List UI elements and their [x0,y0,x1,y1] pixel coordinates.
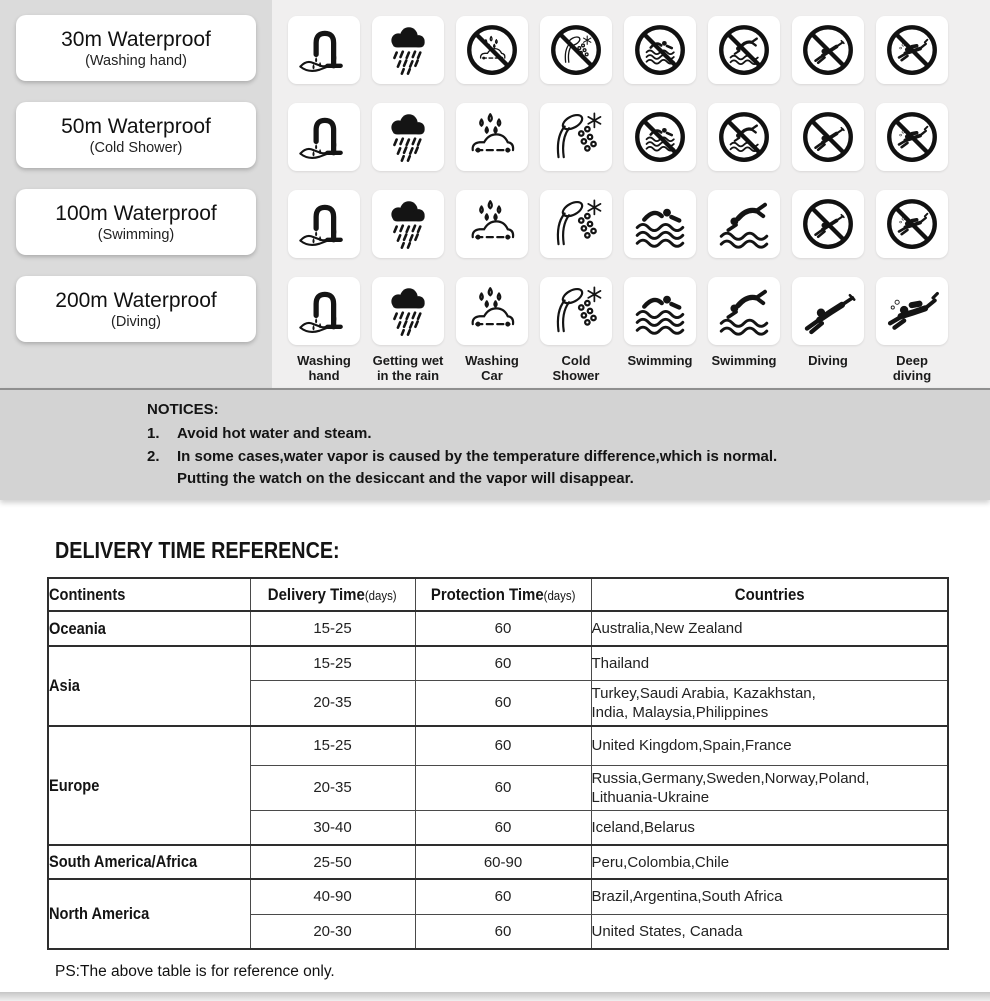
delivery-section [0,500,990,981]
continent-south-america-africa: South America/Africa [48,845,250,879]
level-title: 50m Waterproof [61,114,211,138]
tile-deep-diving-prohibited [876,16,948,84]
no-dive-in-icon [715,109,773,165]
notice-item-2 [147,446,970,491]
table-footnote: PS:The above table is for reference only. [55,963,335,980]
delivery-days: 20-30 [250,914,415,949]
no-diving-icon [799,22,857,78]
countries-cell: Turkey,Saudi Arabia, Kazakhstan, India, Malaysia,Philippines [591,680,948,726]
no-swimming-icon [631,109,689,165]
cold-shower-icon [547,196,605,252]
level-title: 30m Waterproof [61,27,211,51]
swimming-icon [631,283,689,339]
activity-label-rain: Getting wet in the rain [372,353,444,384]
notices-section [0,388,990,500]
washing-hand-icon [295,283,353,339]
no-deep-diving-icon [883,196,941,252]
notice-number: 1. [147,425,160,442]
tile-washing-car-allowed [456,190,528,258]
tile-cold-shower-allowed [540,103,612,171]
notice-text-line2: Putting the watch on the desiccant and the vapor will disappear. [177,470,634,487]
tile-swimming-dive-prohibited [708,103,780,171]
level-title: 100m Waterproof [55,201,217,225]
countries-cell: Iceland,Belarus [591,810,948,845]
protection-days: 60 [415,611,591,646]
countries-cell: Thailand [591,646,948,680]
header-protection-time: Protection Time(days) [415,578,591,611]
no-dive-in-icon [715,22,773,78]
tile-washing-hand-allowed [288,190,360,258]
waterproof-section [0,0,990,388]
delivery-heading: DELIVERY TIME REFERENCE: [55,537,340,563]
rain-cloud-icon [379,283,437,339]
tile-swimming-prohibited [624,103,696,171]
no-diving-icon [799,196,857,252]
level-subtitle: (Diving) [111,313,161,330]
notice-item-1 [147,423,970,446]
delivery-days: 15-25 [250,726,415,765]
tile-diving-allowed [792,277,864,345]
delivery-days: 30-40 [250,810,415,845]
activity-label-swimming-dive: Swimming [711,353,777,368]
washing-hand-icon [295,196,353,252]
activity-label-cold-shower: Cold Shower [552,353,600,384]
activity-label-diving: Diving [808,353,848,368]
countries-cell: Russia,Germany,Sweden,Norway,Poland, Lithuania-Ukraine [591,765,948,810]
tile-washing-car-prohibited [456,16,528,84]
protection-days: 60 [415,810,591,845]
rain-cloud-icon [379,109,437,165]
level-subtitle: (Washing hand) [85,52,187,69]
header-countries: Countries [591,578,948,611]
waterproof-level-50m [16,102,256,168]
waterproof-levels-panel [0,0,272,388]
tile-swimming-allowed [624,277,696,345]
activity-label-swimming: Swimming [627,353,693,368]
washing-hand-icon [295,109,353,165]
table-row [48,646,948,680]
tile-washing-hand-allowed [288,16,360,84]
protection-days: 60 [415,914,591,949]
delivery-days: 15-25 [250,611,415,646]
protection-days: 60 [415,765,591,810]
countries-cell: United Kingdom,Spain,France [591,726,948,765]
level-subtitle: (Swimming) [97,226,175,243]
tile-cold-shower-allowed [540,277,612,345]
protection-days: 60 [415,680,591,726]
protection-days: 60 [415,879,591,914]
rain-cloud-icon [379,196,437,252]
cold-shower-icon [547,109,605,165]
notice-text [177,446,777,491]
table-row [48,845,948,879]
washing-car-icon [463,109,521,165]
header-continents: Continents [48,578,250,611]
waterproof-level-100m [16,189,256,255]
notice-text: Avoid hot water and steam. [177,425,372,442]
washing-car-icon [463,283,521,339]
tile-washing-car-allowed [456,103,528,171]
table-row [48,611,948,646]
swimming-icon [631,196,689,252]
tile-washing-hand-allowed [288,277,360,345]
rain-cloud-icon [379,22,437,78]
deep-diving-icon [883,283,941,339]
protection-days: 60 [415,646,591,680]
washing-car-icon [463,196,521,252]
activity-labels [288,353,990,384]
cold-shower-icon [547,283,605,339]
protection-days: 60-90 [415,845,591,879]
tile-swimming-dive-allowed [708,190,780,258]
no-diving-icon [799,109,857,165]
no-shower-icon [547,22,605,78]
tile-washing-car-allowed [456,277,528,345]
tile-diving-prohibited [792,103,864,171]
no-deep-diving-icon [883,109,941,165]
no-washing-car-icon [463,22,521,78]
delivery-days: 25-50 [250,845,415,879]
tile-swimming-dive-allowed [708,277,780,345]
tile-rain-allowed [372,277,444,345]
delivery-table [47,577,949,950]
table-header-row [48,578,948,611]
activity-label-washing-hand: Washing hand [297,353,351,384]
protection-days: 60 [415,726,591,765]
notices-heading: NOTICES: [147,401,219,418]
waterproof-level-200m [16,276,256,342]
level-title: 200m Waterproof [55,288,217,312]
delivery-days: 20-35 [250,680,415,726]
delivery-days: 20-35 [250,765,415,810]
no-deep-diving-icon [883,22,941,78]
tile-diving-prohibited [792,16,864,84]
tile-rain-allowed [372,190,444,258]
dive-in-icon [715,283,773,339]
table-row [48,726,948,765]
countries-cell: United States, Canada [591,914,948,949]
countries-cell: Peru,Colombia,Chile [591,845,948,879]
activity-icon-grid [288,16,990,345]
tile-rain-allowed [372,103,444,171]
activity-icon-panel [272,0,990,388]
header-delivery-time: Delivery Time(days) [250,578,415,611]
countries-cell: Brazil,Argentina,South Africa [591,879,948,914]
dive-in-icon [715,196,773,252]
activity-label-deep-diving: Deep diving [892,353,932,384]
continent-north-america: North America [48,879,250,949]
continent-asia: Asia [48,646,250,726]
tile-swimming-allowed [624,190,696,258]
washing-hand-icon [295,22,353,78]
notice-number: 2. [147,447,160,465]
delivery-days: 15-25 [250,646,415,680]
tile-washing-hand-allowed [288,103,360,171]
countries-cell: Australia,New Zealand [591,611,948,646]
waterproof-level-30m [16,15,256,81]
tile-cold-shower-prohibited [540,16,612,84]
delivery-days: 40-90 [250,879,415,914]
tile-deep-diving-allowed [876,277,948,345]
tile-rain-allowed [372,16,444,84]
continent-europe: Europe [48,726,250,845]
tile-deep-diving-prohibited [876,190,948,258]
diving-icon [799,283,857,339]
continent-oceania: Oceania [48,611,250,646]
tile-diving-prohibited [792,190,864,258]
tile-swimming-dive-prohibited [708,16,780,84]
bottom-gradient-strip [0,992,990,1001]
tile-deep-diving-prohibited [876,103,948,171]
table-row [48,879,948,914]
tile-swimming-prohibited [624,16,696,84]
activity-label-washing-car: Washing Car [465,353,519,384]
notice-text-line1: In some cases,water vapor is caused by the temperature difference,which is normal. [177,447,778,465]
level-subtitle: (Cold Shower) [89,139,183,156]
no-swimming-icon [631,22,689,78]
tile-cold-shower-allowed [540,190,612,258]
